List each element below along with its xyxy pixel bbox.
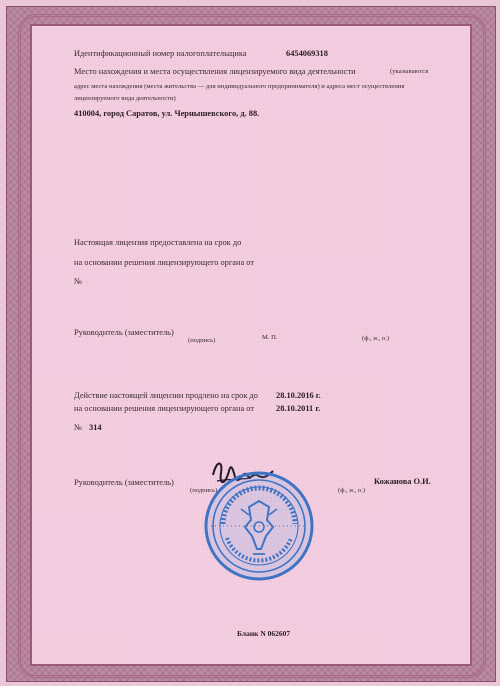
address-value: 410004, город Саратов, ул. Чернышевского, д. 88. [74,109,260,118]
location-note-3: лицензируемого вида деятельности) [74,95,176,102]
license-number-label: № [74,277,82,286]
extended-term-date: 28.10.2016 г. [276,391,321,400]
seal-label: М. П. [262,334,278,341]
location-label: Место нахождения и места осуществления лицензируемого вида деятельности [74,68,356,76]
license-term-label: Настоящая лицензия предоставлена на срок до [74,238,242,247]
name-label-2: (ф., и., о.) [338,487,366,494]
inn-value: 6454069318 [286,49,328,58]
head-label-2: Руководитель (заместитель) [74,478,174,487]
name-label-1: (ф., и., о.) [362,335,390,342]
signature-label-2: (подпись) [190,487,218,494]
extended-basis-label: на основании решения лицензирующего органа от [74,404,255,413]
signature-label-1: (подпись) [188,337,216,344]
head-label-1: Руководитель (заместитель) [74,328,174,337]
location-note-2: адрес места нахождения (места жительства — для индивидуального предпринимателя) и адреса мест осуществления [74,84,405,90]
extended-number-value: 314 [89,423,102,432]
location-note-1: (указываются [390,68,429,75]
extended-term-label: Действие настоящей лицензии продлено на срок до [74,391,258,400]
extended-basis-date: 28.10.2011 г. [276,404,321,413]
blank-number: Бланк N 062607 [237,629,291,638]
head-name: Кожанова О.И. [374,477,431,486]
inn-label: Идентификационный номер налогоплательщика [74,49,247,58]
official-seal-icon [203,470,315,582]
license-basis-label: на основании решения лицензирующего органа от [74,258,255,267]
extended-number-label: № [74,423,82,432]
